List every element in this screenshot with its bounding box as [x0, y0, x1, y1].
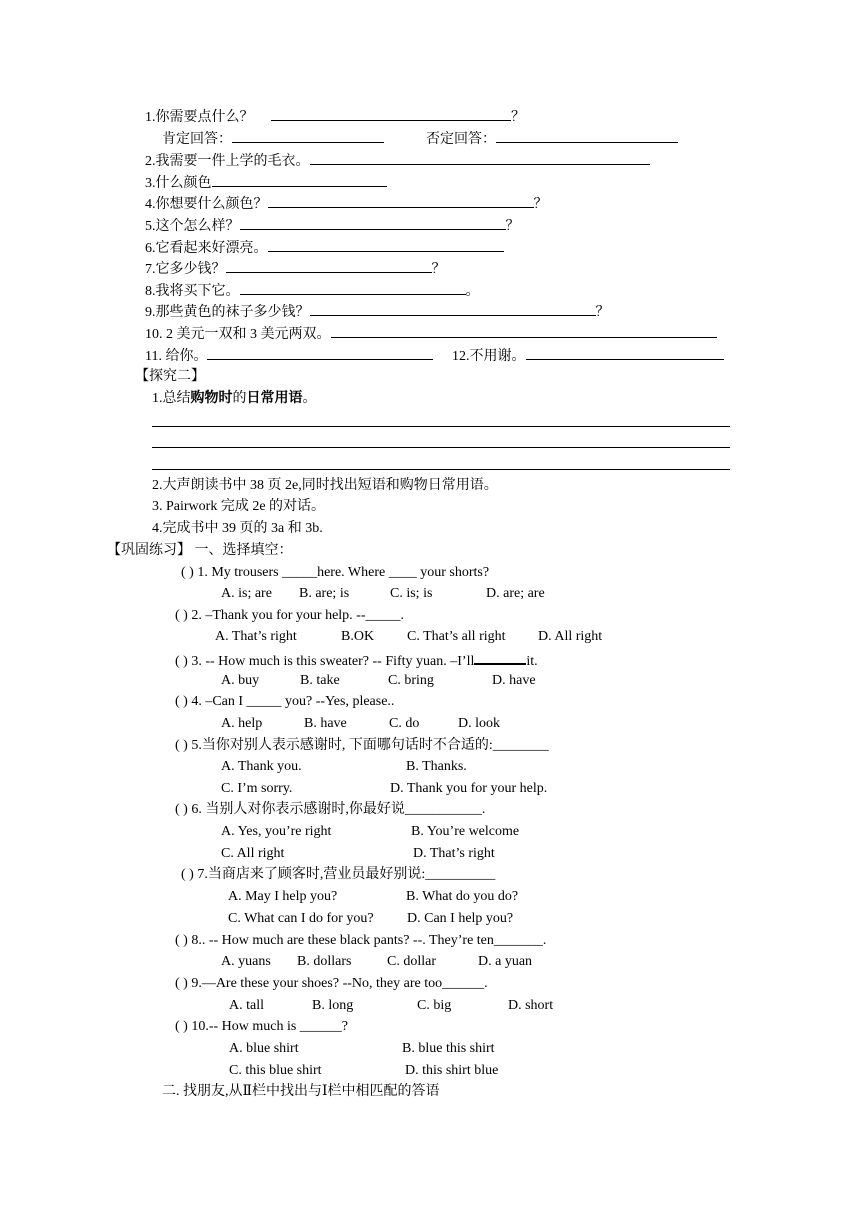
q2-text: 2.我需要一件上学的毛衣。 [145, 154, 310, 169]
question-6-stem: ( ) 6. 当别人对你表示感谢时,你最好说___________. [175, 802, 486, 817]
answer-blank[interactable] [271, 107, 511, 121]
answer-blank[interactable] [240, 281, 466, 295]
q4-option-d[interactable]: D. look [458, 716, 500, 731]
q1-yes-label: 肯定回答： [162, 132, 232, 147]
q2-option-b[interactable]: B.OK [341, 629, 375, 644]
q10-option-a[interactable]: A. blue shirt [229, 1041, 299, 1056]
q7-option-c[interactable]: C. What can I do for you? [228, 911, 374, 926]
translate-q7 [145, 259, 446, 279]
translate-q5 [145, 216, 520, 236]
q2-option-a[interactable]: A. That’s right [215, 629, 297, 644]
q7-option-d[interactable]: D. Can I help you? [407, 911, 514, 926]
translate-q1-yes [162, 129, 384, 149]
question-2-stem: ( ) 2. –Thank you for your help. --_____. [175, 608, 405, 623]
q3-stem-pre: ( ) 3. -- How much is this sweater? -- Fifty yuan. –I’ll [175, 654, 475, 669]
q4-end: ？ [533, 197, 548, 212]
answer-blank[interactable] [226, 259, 432, 273]
q8-option-a[interactable]: A. yuans [221, 954, 271, 969]
matching-heading: 二. 找朋友,从Ⅱ栏中找出与Ⅰ栏中相匹配的答语 [162, 1084, 440, 1099]
translate-q8 [145, 281, 480, 301]
answer-blank[interactable] [526, 346, 724, 360]
q7-end: ？ [431, 262, 446, 277]
item1-bold-shopping: 购物时 [190, 391, 233, 406]
q5-option-b[interactable]: B. Thanks. [406, 759, 467, 774]
q5-option-c[interactable]: C. I’m sorry. [221, 781, 293, 796]
question-4-stem: ( ) 4. –Can I _____ you? --Yes, please.. [175, 694, 395, 709]
q8-text: 8.我将买下它。 [145, 284, 240, 299]
answer-blank[interactable] [268, 238, 504, 252]
q5-option-a[interactable]: A. Thank you. [221, 759, 302, 774]
answer-blank[interactable] [474, 650, 526, 665]
question-1-stem: ( ) 1. My trousers _____here. Where ____ your shorts? [181, 565, 490, 580]
q9-end: ？ [595, 305, 610, 320]
q1-end: ？ [511, 110, 525, 125]
q8-option-c[interactable]: C. dollar [387, 954, 436, 969]
explore-heading: 【探究二】 [135, 369, 205, 384]
practice-heading: 【巩固练习】 一、选择填空： [107, 543, 293, 558]
q4-text: 4.你想要什么颜色？ [145, 197, 268, 212]
item1-end: 。 [302, 391, 317, 406]
q3-option-a[interactable]: A. buy [221, 673, 260, 688]
q8-option-b[interactable]: B. dollars [297, 954, 352, 969]
q10-option-d[interactable]: D. this shirt blue [405, 1063, 499, 1078]
q8-end: 。 [465, 284, 480, 299]
q6-option-d[interactable]: D. That’s right [413, 846, 495, 861]
explore-item-3: 3. Pairwork 完成 2e 的对话。 [152, 499, 326, 514]
translate-q10 [145, 324, 717, 344]
item1-mid: 的 [232, 391, 247, 406]
q6-option-c[interactable]: C. All right [221, 846, 285, 861]
q6-option-b[interactable]: B. You’re welcome [411, 824, 520, 839]
answer-blank[interactable] [212, 173, 387, 187]
q1-option-d[interactable]: D. are; are [486, 586, 545, 601]
question-5-stem: ( ) 5.当你对别人表示感谢时, 下面哪句话时不合适的:________ [175, 738, 549, 753]
q6-text: 6.它看起来好漂亮。 [145, 241, 268, 256]
item1-bold-phrases: 日常用语 [246, 391, 303, 406]
explore-item-4: 4.完成书中 39 页的 3a 和 3b. [152, 521, 323, 536]
q2-option-c[interactable]: C. That’s all right [407, 629, 506, 644]
explore-item-2: 2.大声朗读书中 38 页 2e,同时找出短语和购物日常用语。 [152, 478, 498, 493]
translate-q4 [145, 194, 548, 214]
q5-end: ？ [505, 219, 520, 234]
q4-option-b[interactable]: B. have [304, 716, 347, 731]
translate-q6 [145, 238, 504, 258]
q11-text: 11. 给你。 [145, 349, 208, 364]
q7-option-a[interactable]: A. May I help you? [228, 889, 338, 904]
q9-option-c[interactable]: C. big [417, 998, 452, 1013]
question-9-stem: ( ) 9.—Are these your shoes? --No, they are too______. [175, 976, 488, 991]
question-8-stem: ( ) 8.. -- How much are these black pants? --. They’re ten_______. [175, 933, 547, 948]
q3-text: 3.什么颜色 [145, 176, 212, 191]
q1-option-a[interactable]: A. is; are [221, 586, 272, 601]
translate-q1 [145, 107, 525, 127]
translate-q9 [145, 302, 610, 322]
q7-text: 7.它多少钱？ [145, 262, 226, 277]
q1-option-b[interactable]: B. are; is [299, 586, 350, 601]
q3-option-c[interactable]: C. bring [388, 673, 434, 688]
q3-option-b[interactable]: B. take [300, 673, 340, 688]
q10-text: 10. 2 美元一双和 3 美元两双。 [145, 327, 331, 342]
q2-option-d[interactable]: D. All right [538, 629, 603, 644]
writing-line-3[interactable] [152, 469, 730, 470]
answer-blank[interactable] [268, 194, 534, 208]
answer-blank[interactable] [207, 346, 433, 360]
q6-option-a[interactable]: A. Yes, you’re right [221, 824, 332, 839]
item1-pre: 1.总结 [152, 391, 191, 406]
q9-option-a[interactable]: A. tall [229, 998, 264, 1013]
translate-q11 [145, 346, 433, 366]
q8-option-d[interactable]: D. a yuan [478, 954, 533, 969]
q3-option-d[interactable]: D. have [492, 673, 536, 688]
q9-option-b[interactable]: B. long [312, 998, 354, 1013]
translate-q12 [452, 346, 724, 366]
writing-line-2[interactable] [152, 447, 730, 448]
q5-text: 5.这个怎么样？ [145, 219, 240, 234]
question-3-stem [175, 650, 538, 671]
answer-blank[interactable] [240, 216, 506, 230]
q10-option-b[interactable]: B. blue this shirt [402, 1041, 495, 1056]
q7-option-b[interactable]: B. What do you do? [406, 889, 519, 904]
q10-option-c[interactable]: C. this blue shirt [229, 1063, 322, 1078]
q4-option-c[interactable]: C. do [389, 716, 420, 731]
answer-blank[interactable] [232, 129, 384, 143]
q1-option-c[interactable]: C. is; is [390, 586, 433, 601]
explore-item-1 [152, 390, 317, 408]
answer-blank[interactable] [310, 302, 596, 316]
question-10-stem: ( ) 10.-- How much is ______? [175, 1019, 349, 1034]
q1-no-label: 否定回答： [426, 132, 496, 147]
writing-line-1[interactable] [152, 426, 730, 427]
q1-text: 1.你需要点什么？ [145, 110, 254, 125]
translate-q2 [145, 151, 650, 171]
translate-q1-no [426, 129, 678, 149]
answer-blank[interactable] [310, 151, 650, 165]
answer-blank[interactable] [496, 129, 678, 143]
answer-blank[interactable] [331, 324, 717, 338]
q3-stem-post: it. [526, 654, 538, 669]
question-7-stem: ( ) 7.当商店来了顾客时,营业员最好别说:__________ [181, 867, 496, 882]
q5-option-d[interactable]: D. Thank you for your help. [390, 781, 548, 796]
q9-text: 9.那些黄色的袜子多少钱？ [145, 305, 310, 320]
q12-text: 12.不用谢。 [452, 349, 526, 364]
q4-option-a[interactable]: A. help [221, 716, 263, 731]
translate-q3 [145, 173, 387, 193]
q9-option-d[interactable]: D. short [508, 998, 554, 1013]
